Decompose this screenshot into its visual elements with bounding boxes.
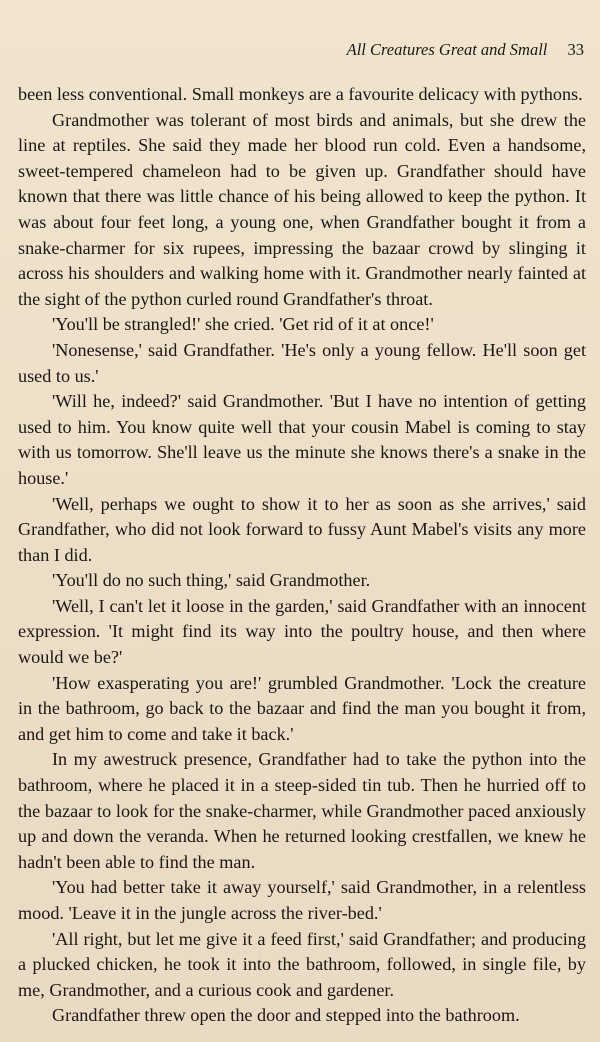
paragraph: 'All right, but let me give it a feed first,' said Grandfather; and producing a plucked chicken, he took it into the bathroom, followed, in single file, by me, Grandmother, and a curious cook and gardener. — [18, 928, 586, 1000]
paragraph: 'How exasperating you are!' grumbled Grandmother. 'Lock the creature in the bathroom, go back to the bazaar and find the man you bought it from, and get him to come and take it back.' — [18, 672, 586, 744]
paragraph: 'Well, I can't let it loose in the garden,' said Grandfather with an innocent expression. 'It might find its way into the poultry house, and then where would we be?' — [18, 595, 586, 668]
paragraph: Grandfather threw open the door and stepped into the bathroom. — [52, 1005, 520, 1026]
paragraph: 'You'll be strangled!' she cried. 'Get rid of it at once!' — [52, 314, 434, 335]
page-header — [18, 40, 586, 60]
paragraph: been less conventional. Small monkeys are a favourite delicacy with pythons. — [18, 84, 583, 104]
paragraph: In my awestruck presence, Grandfather had to take the python into the bathroom, where he placed it in a steep-sided tin tub. Then he hurried off to the bazaar to look for the snake-charmer, while Grandmother paced anxiously up and down the veranda. When he returned looking crestfallen, we knew he hadn't been able to find the man. — [18, 749, 586, 872]
running-title: All Creatures Great and Small — [346, 40, 548, 59]
body-text — [18, 82, 586, 1029]
paragraph: 'Nonesense,' said Grandfather. 'He's only a young fellow. He'll soon get used to us.' — [18, 339, 586, 386]
page-number: 33 — [567, 40, 584, 59]
paragraph: 'You had better take it away yourself,' said Grandmother, in a relentless mood. 'Leave it in the jungle across the river-bed.' — [18, 877, 586, 923]
paragraph: 'You'll do no such thing,' said Grandmother. — [52, 570, 371, 591]
paragraph: 'Will he, indeed?' said Grandmother. 'But I have no intention of getting used to him. You know quite well that your cousin Mabel is coming to stay with us tomorrow. She'll leave us the minute she knows there's a snake in the house.' — [18, 391, 586, 488]
paragraph: Grandmother was tolerant of most birds and animals, but she drew the line at reptiles. She said they made her blood run cold. Even a handsome, sweet-tempered chameleon had to be given up. Grandfather should have known that there was little chance of his being allowed to keep the python. It was about four feet long, a young one, when Grandfather bought it from a snake-charmer for six rupees, impressing the bazaar crowd by slinging it across his shoulders and walking home with it. Grandmother nearly fainted at the sight of the python curled round Grandfather's throat. — [18, 109, 586, 309]
paragraph: 'Well, perhaps we ought to show it to her as soon as she arrives,' said Grandfather, who did not look forward to fussy Aunt Mabel's visits any more than I did. — [18, 493, 586, 565]
